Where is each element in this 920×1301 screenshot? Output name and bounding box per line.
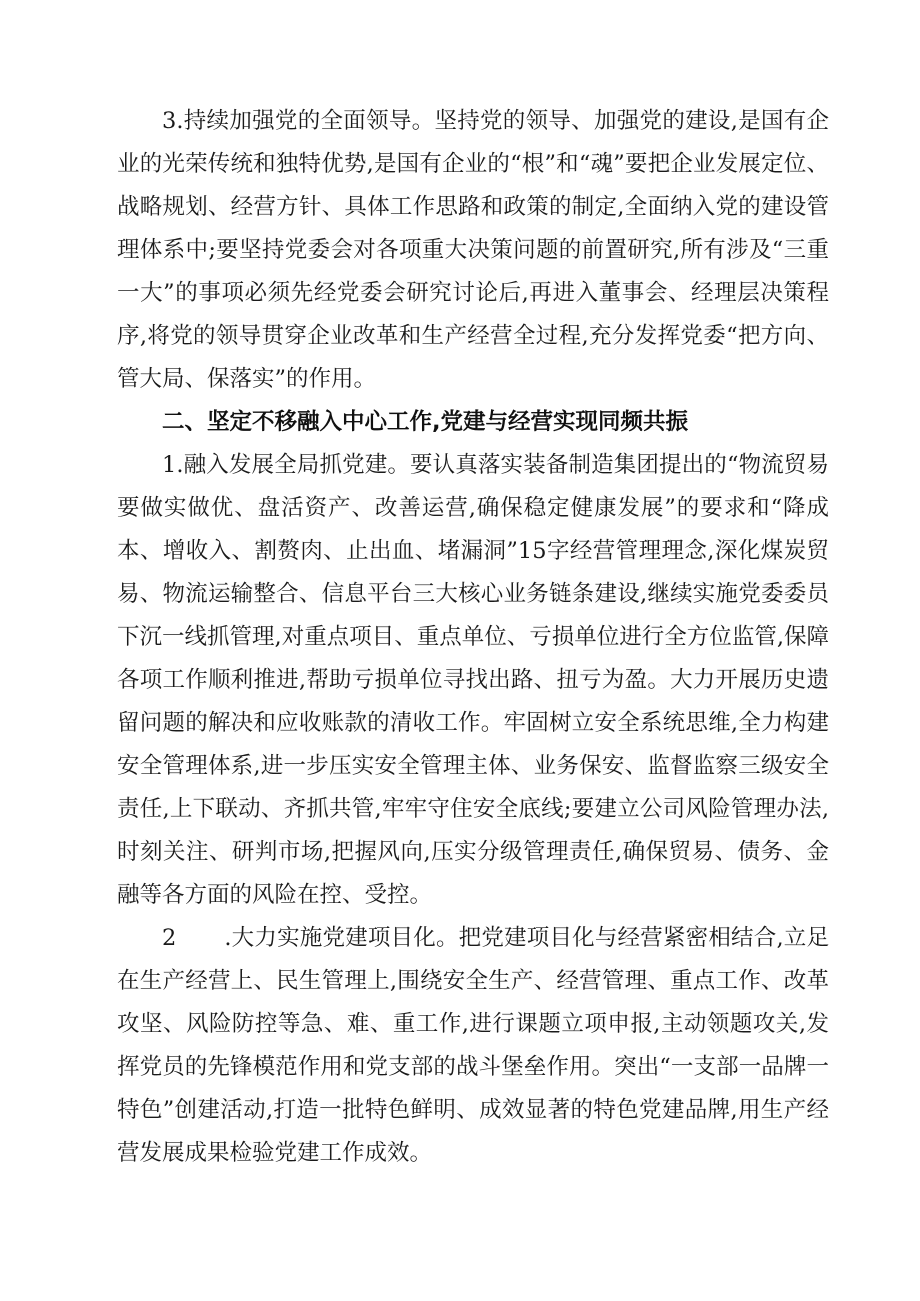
- paragraph-2-1: [117, 444, 829, 917]
- paragraph-number: 1: [162, 452, 177, 478]
- paragraph-text: .融入发展全局抓党建。要认真落实装备制造集团提出的“物流贸易要做实做优、盘活资产、改善运营,确保稳定健康发展”的要求和“降成本、增收入、割赘肉、止出血、堵漏洞”15字经营管理理念,深化煤炭贸易、物流运输整合、信息平台三大核心业务链条建设,继续实施党委委员下沉一线抓管理,对重点项目、重点单位、亏损单位进行全方位监管,保障各项工作顺利推进,帮助亏损单位寻找出路、扭亏为盈。大力开展历史遗留问题的解决和应收账款的清收工作。牢固树立安全系统思维,全力构建安全管理体系,进一步压实安全管理主体、业务保安、监督监察三级安全责任,上下联动、齐抓共管,牢牢守住安全底线;要建立公司风险管理办法,时刻关注、研判市场,把握风向,压实分级管理责任,确保贸易、债务、金融等各方面的风险在控、受控。: [117, 452, 829, 908]
- paragraph-1-3: [117, 100, 829, 401]
- section-heading: 二、坚定不移融入中心工作,党建与经营实现同频共振: [162, 409, 689, 435]
- paragraph-number: 3: [162, 108, 177, 134]
- paragraph-text: .持续加强党的全面领导。坚持党的领导、加强党的建设,是国有企业的光荣传统和独特优势,是国有企业的“根”和“魂”要把企业发展定位、战略规划、经营方针、具体工作思路和政策的制定,全面纳入党的建设管理体系中;要坚持党委会对各项重大决策问题的前置研究,所有涉及“三重一大”的事项必须先经党委会研究讨论后,再进入董事会、经理层决策程序,将党的领导贯穿企业改革和生产经营全过程,充分发挥党委“把方向、管大局、保落实”的作用。: [117, 108, 829, 392]
- document-body: [117, 100, 829, 1175]
- paragraph-2-2: [117, 917, 829, 1175]
- paragraph-number: 2: [162, 925, 177, 951]
- paragraph-text: .大力实施党建项目化。把党建项目化与经营紧密相结合,立足在生产经营上、民生管理上,围绕安全生产、经营管理、重点工作、改革攻坚、风险防控等急、难、重工作,进行课题立项申报,主动领题攻关,发挥党员的先锋模范作用和党支部的战斗堡垒作用。突出“一支部一品牌一特色”创建活动,打造一批特色鲜明、成效显著的特色党建品牌,用生产经营发展成果检验党建工作成效。: [117, 925, 829, 1166]
